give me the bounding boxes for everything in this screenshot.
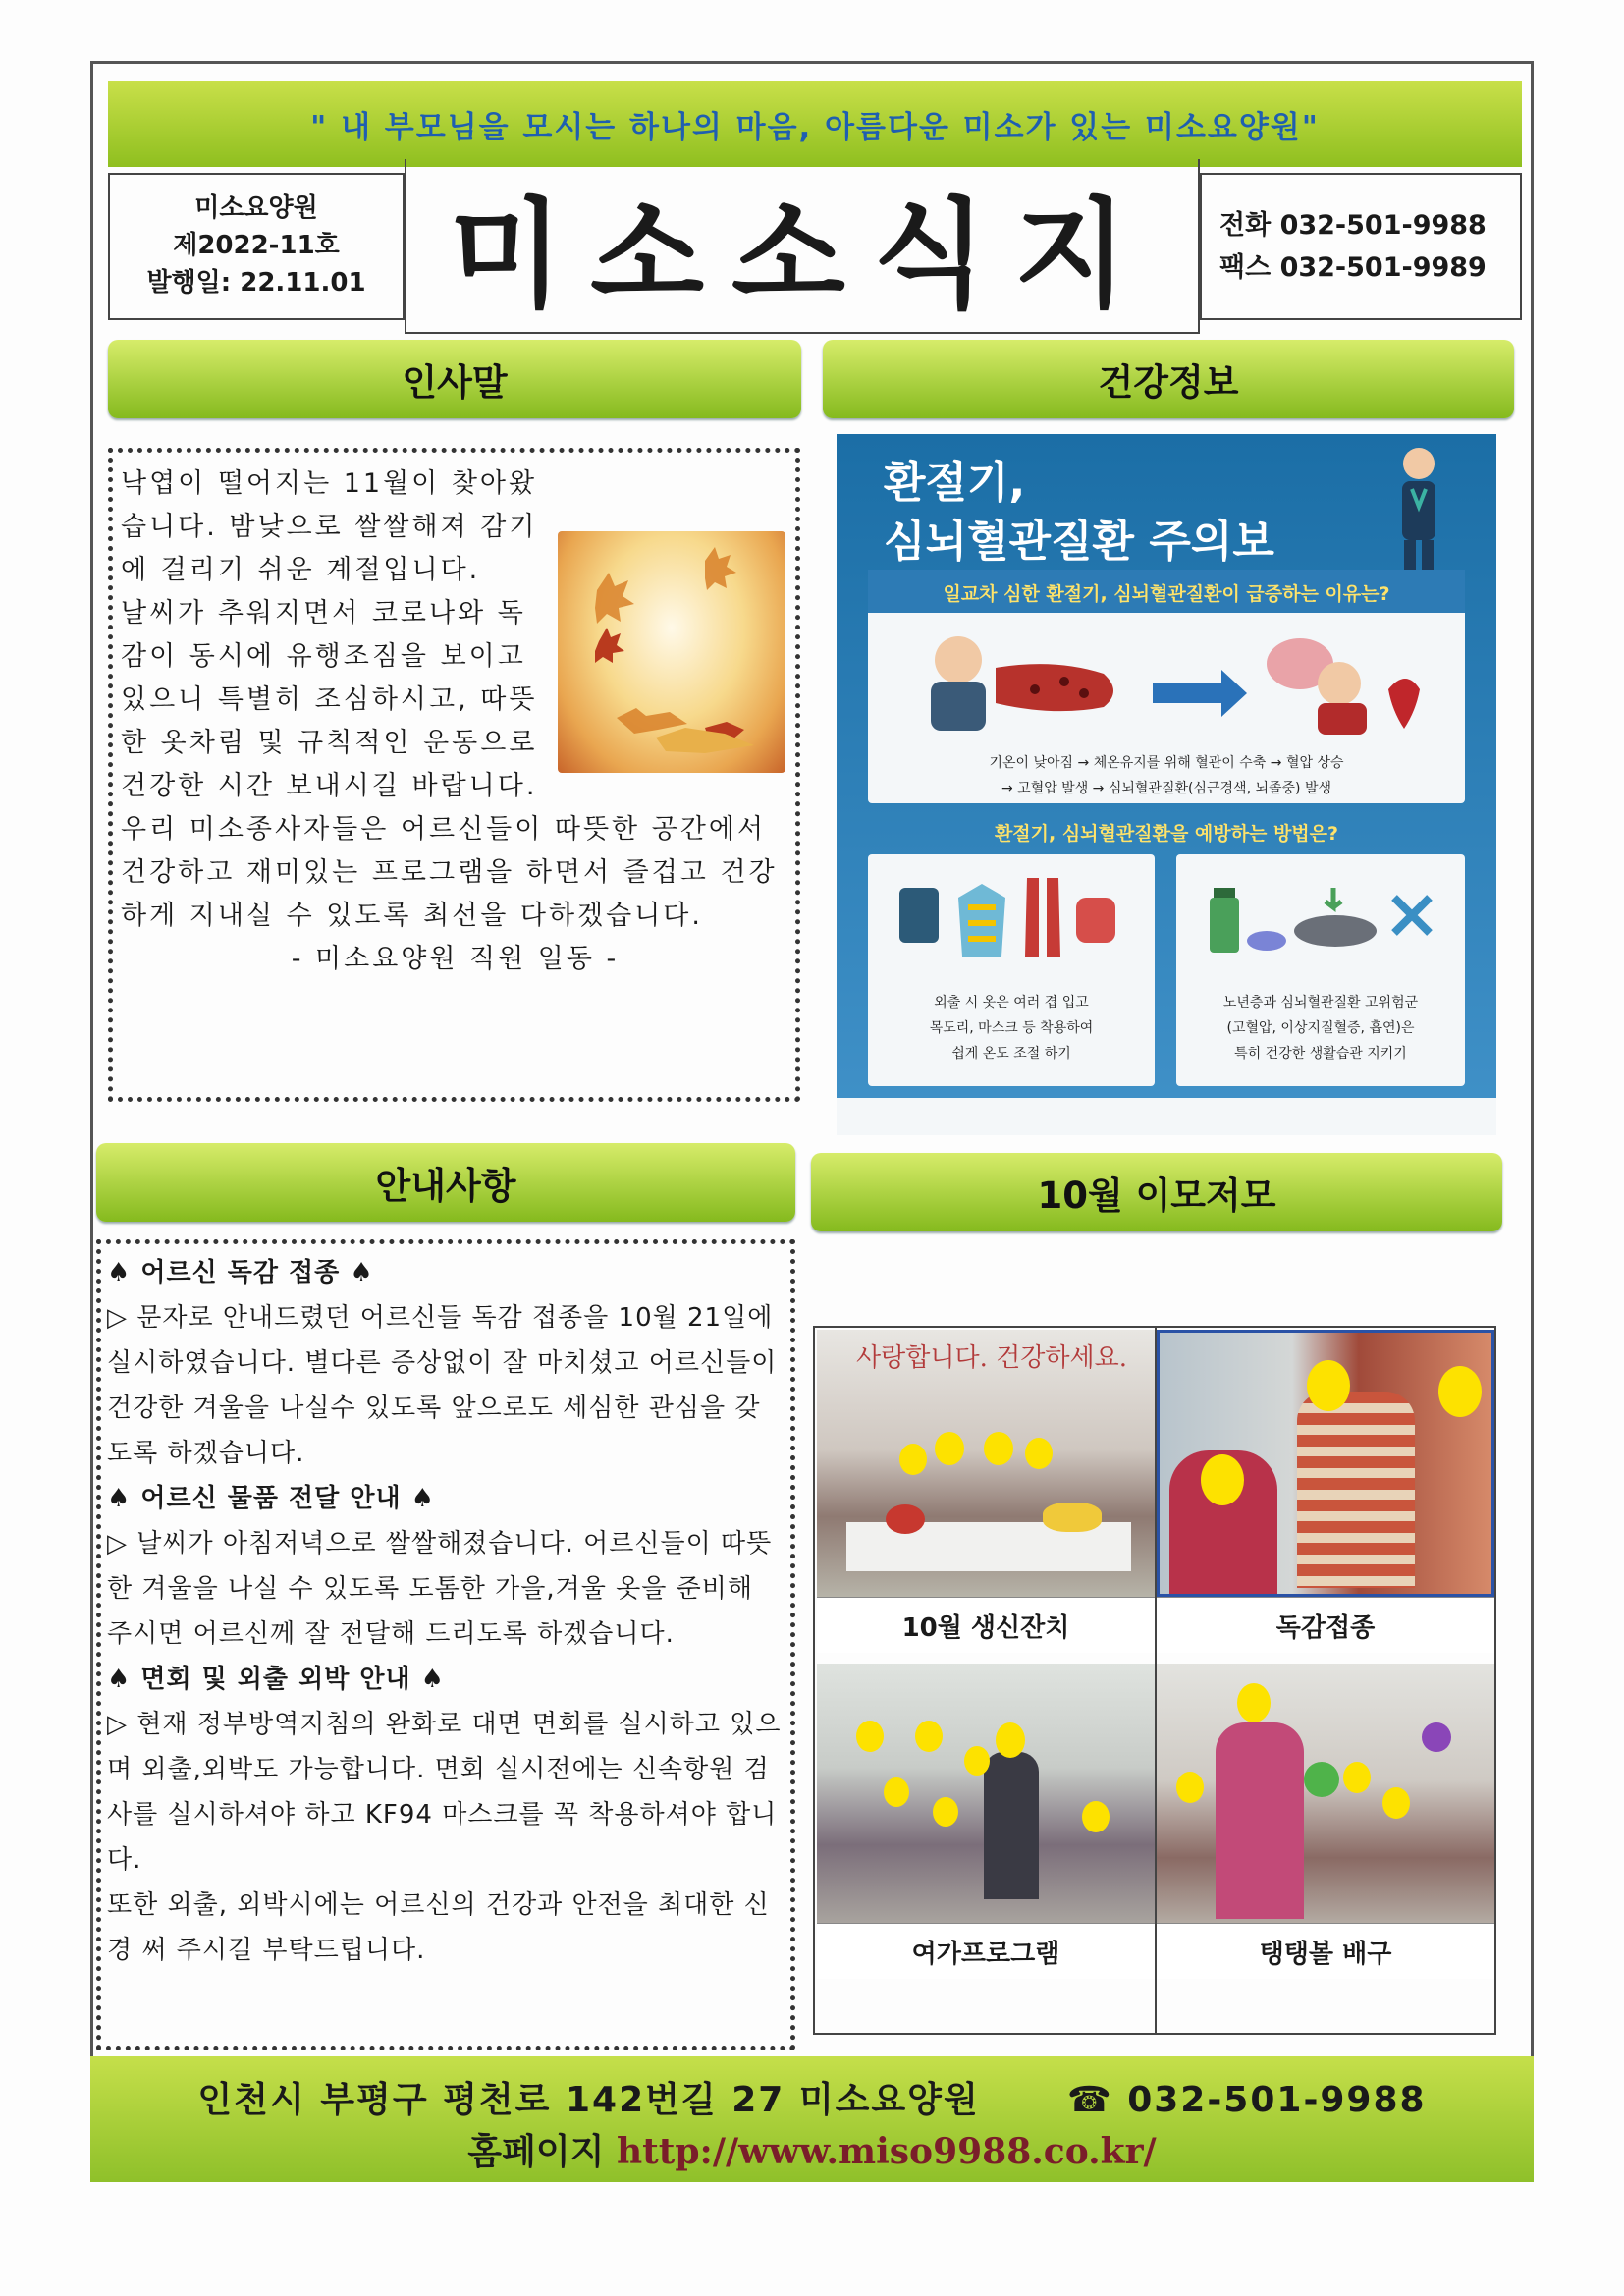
face-blur	[996, 1722, 1025, 1758]
leisure-program-photo	[817, 1664, 1155, 1923]
photo-caption: 10월 생신잔치	[817, 1597, 1155, 1653]
doctor-icon	[1375, 442, 1463, 589]
face-blur	[884, 1777, 909, 1807]
slogan-banner	[108, 81, 1522, 167]
clothing-tip-panel	[868, 854, 1155, 1086]
greeting-paragraph: 우리 미소종사자들은 어르신들이 따뜻한 공간에서 건강하고 재미있는 프로그램을 하면서 즐겁고 건강하게 지내실 수 있도록 최선을 다하겠습니다.	[121, 814, 778, 931]
notice-title: ♠ 어르신 물품 전달 안내 ♠	[107, 1484, 435, 1513]
lifestyle-tip-line: (고혈압, 이상지질혈증, 흡연)은	[1226, 1020, 1415, 1036]
face-blur	[1201, 1454, 1244, 1505]
homepage-link[interactable]: http://www.miso9988.co.kr/	[616, 2131, 1157, 2172]
face-blur	[1343, 1762, 1371, 1793]
face-blur	[1307, 1360, 1350, 1411]
prevention-question: 환절기, 심뇌혈관질환을 예방하는 방법은?	[994, 823, 1339, 845]
cause-panel	[868, 570, 1465, 803]
lifestyle-tip-line: 특히 건강한 생활습관 지키기	[1234, 1046, 1407, 1062]
poster-title	[884, 454, 1274, 572]
notice-box	[96, 1239, 795, 2050]
footer-phone: ☎ 032-501-9988	[1066, 2080, 1427, 2120]
greeting-heading: 인사말	[108, 340, 801, 418]
lifestyle-tip-line: 노년층과 심뇌혈관질환 고위험군	[1222, 995, 1419, 1011]
notice-title: ♠ 어르신 독감 접종 ♠	[107, 1258, 374, 1287]
notice-body: 또한 외출, 외박시에는 어르신의 건강과 안전을 최대한 신경 써 주시길 부탁드립니다.	[107, 1890, 770, 1965]
face-blur	[933, 1797, 958, 1827]
notice-heading: 안내사항	[96, 1143, 795, 1222]
photo-caption: 탱탱볼 배구	[1157, 1923, 1494, 1979]
face-blur	[984, 1432, 1013, 1465]
issue-date: 발행일: 22.11.01	[146, 267, 366, 298]
healthy-habits-icon	[1198, 868, 1443, 966]
issue-info	[108, 173, 405, 320]
greeting-box	[108, 448, 800, 1102]
homepage-label: 홈페이지	[467, 2132, 605, 2172]
notice-title: ♠ 면회 및 외출 외박 안내 ♠	[107, 1665, 445, 1694]
volleyball-photo	[1157, 1664, 1494, 1923]
lifestyle-tip-panel	[1176, 854, 1465, 1086]
footer	[90, 2056, 1534, 2182]
photo-caption: 여가프로그램	[817, 1923, 1155, 1979]
greeting-paragraph: 낙엽이 떨어지는 11월이 찾아왔습니다. 밤낮으로 쌀쌀해져 감기에 걸리기 쉬운 계절입니다.	[121, 468, 538, 585]
health-heading: 건강정보	[823, 340, 1514, 418]
greeting-signature: - 미소요양원 직원 일동 -	[291, 944, 620, 974]
notice-body: ▷ 현재 정부방역지침의 완화로 대면 면회를 실시하고 있으며 외출,외박도 가능합니다. 면회 실시전에는 신속항원 검사를 실시하셔야 하고 KF94 마스크를 꼭 착용하셔야 합니다.	[107, 1710, 782, 1875]
photo-caption: 독감접종	[1157, 1597, 1494, 1653]
poster-footer	[837, 1098, 1496, 1135]
issue-number: 제2022-11호	[173, 231, 340, 261]
cause-answer-line: 기온이 낮아짐 → 체온유지를 위해 혈관이 수축 → 혈압 상승	[989, 755, 1344, 771]
lifestyle-tip	[1176, 990, 1465, 1066]
poster-title-line: 심뇌혈관질환 주의보	[884, 517, 1274, 567]
birthday-party-photo	[817, 1330, 1155, 1597]
face-blur	[915, 1721, 943, 1752]
org-name: 미소요양원	[194, 193, 318, 224]
photo-banner: 사랑합니다. 건강하세요.	[856, 1343, 1127, 1373]
face-blur	[1237, 1683, 1271, 1722]
clothing-tip-line: 목도리, 마스크 등 착용하여	[929, 1020, 1094, 1036]
blood-vessel-illustration	[907, 621, 1428, 737]
face-blur	[1382, 1787, 1410, 1819]
clothing-icon	[890, 868, 1135, 966]
ball-icon	[1422, 1722, 1451, 1752]
face-blur	[1176, 1772, 1204, 1803]
fax-number: 팩스 032-501-9989	[1219, 252, 1487, 283]
poster-title-line: 환절기,	[884, 458, 1026, 508]
notice-body: ▷ 문자로 안내드렸던 어르신들 독감 접종을 10월 21일에 실시하였습니다. 별다른 증상없이 잘 마치셨고 어르신들이 건강한 겨울을 나실수 있도록 앞으로도 세심한 관심을 갖도록 하겠습니다.	[107, 1303, 778, 1468]
clothing-tip-line: 쉽게 온도 조절 하기	[951, 1046, 1071, 1062]
clothing-tip-line: 외출 시 옷은 여러 겹 입고	[934, 995, 1089, 1011]
notice-body: ▷ 날씨가 아침저녁으로 쌀쌀해졌습니다. 어르신들이 따뜻한 겨울을 나실 수 있도록 도톰한 가을,겨울 옷을 준비해 주시면 어르신께 잘 전달해 드리도록 하겠습니다.	[107, 1529, 773, 1649]
phone-number: 전화 032-501-9988	[1219, 209, 1487, 241]
cause-answer-line: → 고혈압 발생 → 심뇌혈관질환(심근경색, 뇌졸중) 발생	[1001, 781, 1331, 796]
slogan-text: " 내 부모님을 모시는 하나의 마음, 아름다운 미소가 있는 미소요양원"	[310, 109, 1320, 145]
autumn-leaves-image	[558, 531, 785, 773]
flu-shot-photo	[1157, 1330, 1494, 1597]
clothing-tip	[868, 990, 1155, 1066]
ball-icon	[1304, 1762, 1339, 1797]
face-blur	[856, 1721, 884, 1752]
health-poster	[837, 434, 1496, 1135]
face-blur	[899, 1444, 927, 1475]
face-blur	[964, 1746, 990, 1776]
contact-info	[1200, 173, 1522, 320]
cause-answer	[868, 750, 1465, 801]
footer-homepage-line	[90, 2124, 1534, 2174]
newsletter-title: 미소소식지	[405, 159, 1200, 334]
gallery-heading: 10월 이모저모	[811, 1153, 1502, 1231]
greeting-paragraph: 날씨가 추워지면서 코로나와 독감이 동시에 유행조짐을 보이고 있으니 특별히 조심하시고, 따뜻한 옷차림 및 규칙적인 운동으로 건강한 시간 보내시길 바랍니다.	[121, 598, 538, 801]
face-blur	[935, 1432, 964, 1465]
face-blur	[1438, 1366, 1482, 1417]
footer-address-line	[90, 2072, 1534, 2122]
address: 인천시 부평구 평천로 142번길 27 미소요양원	[197, 2080, 980, 2120]
face-blur	[1025, 1438, 1053, 1469]
cause-question: 일교차 심한 환절기, 심뇌혈관질환이 급증하는 이유는?	[943, 583, 1390, 605]
face-blur	[1082, 1801, 1110, 1832]
photo-gallery	[813, 1326, 1496, 2035]
